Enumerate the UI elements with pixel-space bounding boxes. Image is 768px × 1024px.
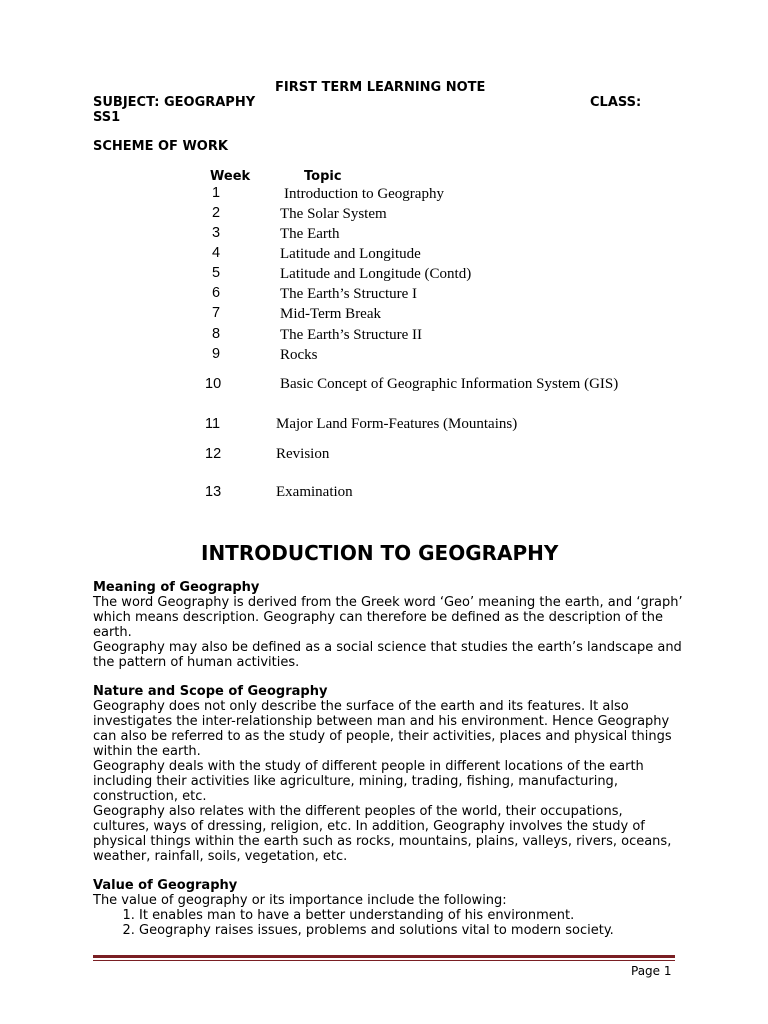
list-item: 1. It enables man to have a better understanding of his environment. (139, 908, 683, 923)
week-number: 2 (212, 205, 221, 221)
week-topic: Mid-Term Break (280, 306, 382, 322)
week-topic: Rocks (280, 347, 318, 363)
week-topic: Examination (276, 484, 353, 500)
week-topic: Basic Concept of Geographic Information System (GIS) (280, 376, 619, 392)
value-intro: The value of geography or its importance include the following: (93, 893, 507, 908)
week-topic: The Earth (280, 226, 340, 242)
week-number: 5 (212, 265, 221, 281)
nature-paragraph: Geography does not only describe the surface of the earth and its features. It also investigates the inter-relationship between man and his environment. Hence Geography can also be referred to as the study of people, their activities, places and physical things within the earth. (93, 699, 672, 759)
value-section (93, 878, 683, 938)
footer-rule (93, 955, 675, 958)
list-item: 2. Geography raises issues, problems and solutions vital to modern society. (139, 923, 683, 938)
class-value: SS1 (93, 110, 121, 125)
section-heading: INTRODUCTION TO GEOGRAPHY (201, 541, 559, 565)
nature-paragraph: Geography also relates with the different peoples of the world, their occupations, cultures, ways of dressing, religion, etc. In addition, Geography involves the study of physical things within the earth such as rocks, mountains, plains, valleys, rivers, oceans, weather, rainfall, soils, vegetation, etc. (93, 804, 672, 864)
nature-section (93, 684, 683, 864)
week-number: 1 (212, 185, 221, 201)
meaning-title: Meaning of Geography (93, 580, 260, 595)
week-number: 6 (212, 285, 221, 301)
week-topic: The Earth’s Structure II (280, 327, 423, 343)
value-title: Value of Geography (93, 878, 238, 893)
week-column-header: Week (210, 169, 251, 184)
topic-column-header: Topic (304, 169, 342, 184)
week-topic: Major Land Form-Features (Mountains) (276, 416, 518, 432)
week-number: 8 (212, 326, 221, 342)
value-list (93, 908, 683, 938)
document-title: FIRST TERM LEARNING NOTE (275, 80, 486, 95)
week-topic: The Earth’s Structure I (280, 286, 418, 302)
meaning-paragraph: Geography may also be defined as a social science that studies the earth’s landscape and the pattern of human activities. (93, 640, 682, 670)
week-number: 12 (205, 446, 222, 462)
subject-label: SUBJECT: GEOGRAPHY (93, 95, 256, 110)
week-number: 3 (212, 225, 221, 241)
class-label: CLASS: (590, 95, 642, 110)
footer-rule-thin (93, 960, 675, 961)
scheme-of-work-label: SCHEME OF WORK (93, 139, 228, 154)
week-number: 9 (212, 346, 221, 362)
meaning-section (93, 580, 683, 670)
page-number: Page 1 (631, 964, 672, 978)
week-topic: Latitude and Longitude (Contd) (280, 266, 472, 282)
week-number: 4 (212, 245, 221, 261)
week-number: 13 (205, 484, 222, 500)
nature-title: Nature and Scope of Geography (93, 684, 328, 699)
week-number: 11 (205, 416, 221, 432)
week-number: 10 (205, 376, 222, 392)
week-number: 7 (212, 305, 221, 321)
week-topic: Introduction to Geography (284, 186, 444, 202)
week-topic: The Solar System (280, 206, 387, 222)
week-topic: Revision (276, 446, 330, 462)
nature-paragraph: Geography deals with the study of different people in different locations of the earth including their activities like agriculture, mining, trading, fishing, manufacturing, construction, etc. (93, 759, 644, 804)
week-topic: Latitude and Longitude (280, 246, 421, 262)
meaning-paragraph: The word Geography is derived from the Greek word ‘Geo’ meaning the earth, and ‘graph’ which means description. Geography can therefore be defined as the description of the earth. (93, 595, 683, 640)
